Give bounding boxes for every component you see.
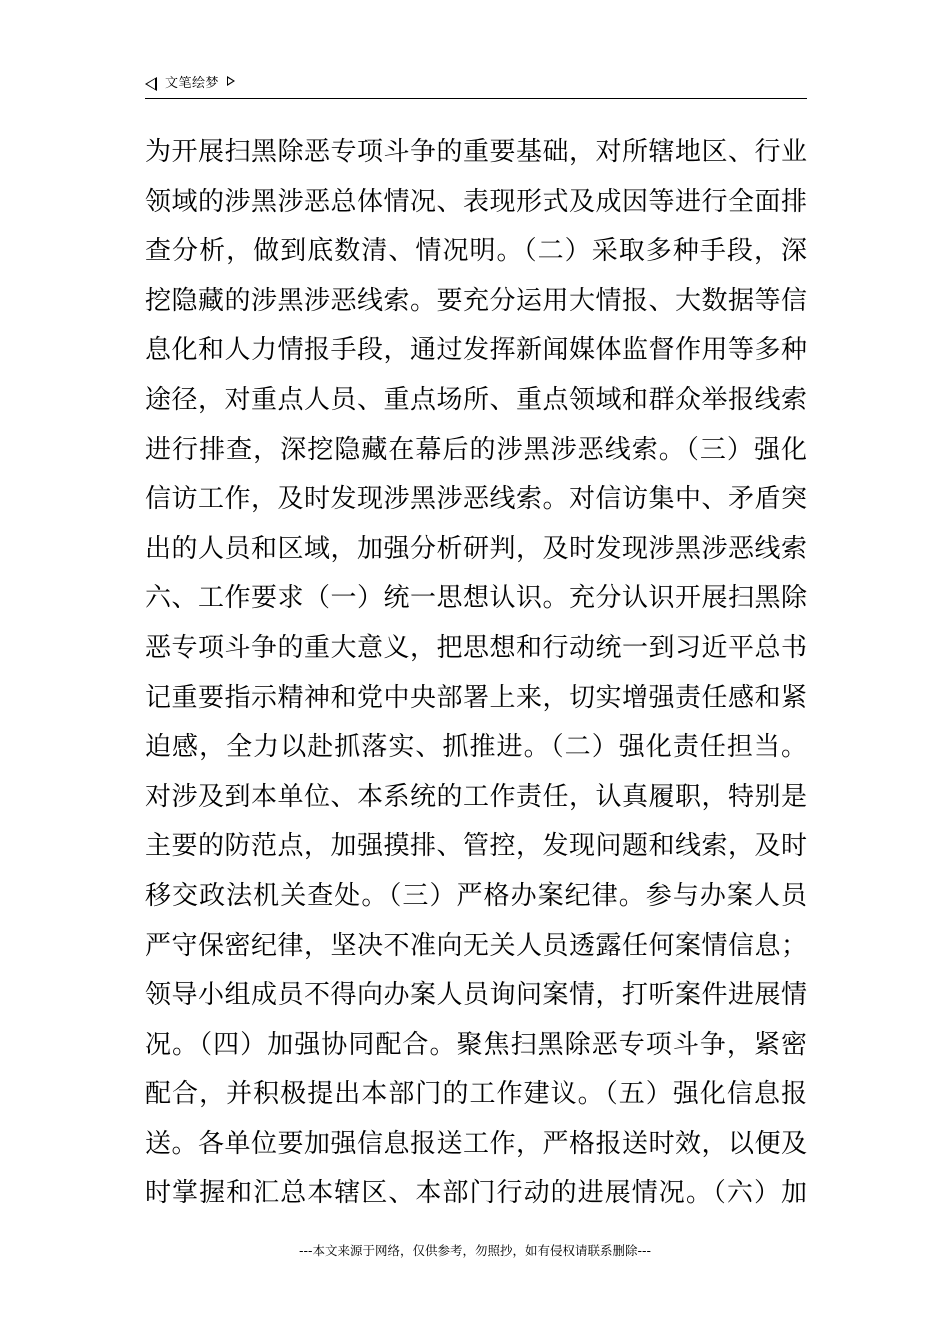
header-row [145,75,235,93]
body-line: 主要的防范点，加强摸排、管控，发现问题和线索，及时 [145,831,807,862]
body-line: 移交政法机关查处。（三）严格办案纪律。参与办案人员 [145,880,807,911]
body-line: 息化和人力情报手段，通过发挥新闻媒体监督作用等多种 [145,335,807,366]
footer-notice: ---本文来源于网络，仅供参考，勿照抄，如有侵权请联系删除--- [298,1243,652,1258]
body-line: 时掌握和汇总本辖区、本部门行动的进展情况。（六）加 [145,1178,807,1209]
header-title: 文笔绘梦 [165,76,220,91]
body-line: 出的人员和区域，加强分析研判，及时发现涉黑涉恶线索 [145,533,807,564]
triangle-left-icon [145,77,157,91]
body-line: 配合，并积极提出本部门的工作建议。（五）强化信息报 [145,1079,807,1110]
body-line: 挖隐藏的涉黑涉恶线索。要充分运用大情报、大数据等信 [145,285,807,316]
body-line: 况。（四）加强协同配合。聚焦扫黑除恶专项斗争，紧密 [145,1029,807,1060]
body-line: 迫感，全力以赴抓落实、抓推进。（二）强化责任担当。 [145,732,807,763]
body-line: 领导小组成员不得向办案人员询问案情，打听案件进展情 [145,980,807,1011]
document-body [145,128,807,1219]
body-line: 恶专项斗争的重大意义，把思想和行动统一到习近平总书 [145,632,807,663]
body-line: 严守保密纪律，坚决不准向无关人员透露任何案情信息； [145,930,807,961]
body-line: 对涉及到本单位、本系统的工作责任，认真履职，特别是 [145,781,807,812]
body-line: 为开展扫黑除恶专项斗争的重要基础，对所辖地区、行业 [145,137,807,167]
body-line: 查分析，做到底数清、情况明。（二）采取多种手段，深 [145,236,807,267]
body-line: 六、工作要求（一）统一思想认识。充分认识开展扫黑除 [145,583,807,614]
body-line: 送。各单位要加强信息报送工作，严格报送时效，以便及 [145,1128,807,1159]
body-line: 途径，对重点人员、重点场所、重点领域和群众举报线索 [145,384,807,415]
body-line: 进行排查，深挖隐藏在幕后的涉黑涉恶线索。（三）强化 [145,434,807,465]
body-line: 记重要指示精神和党中央部署上来，切实增强责任感和紧 [145,682,807,713]
body-line: 领域的涉黑涉恶总体情况、表现形式及成因等进行全面排 [145,186,807,217]
triangle-right-icon [227,76,235,86]
page-header [145,72,807,99]
body-line: 信访工作，及时发现涉黑涉恶线索。对信访集中、矛盾突 [145,484,807,515]
